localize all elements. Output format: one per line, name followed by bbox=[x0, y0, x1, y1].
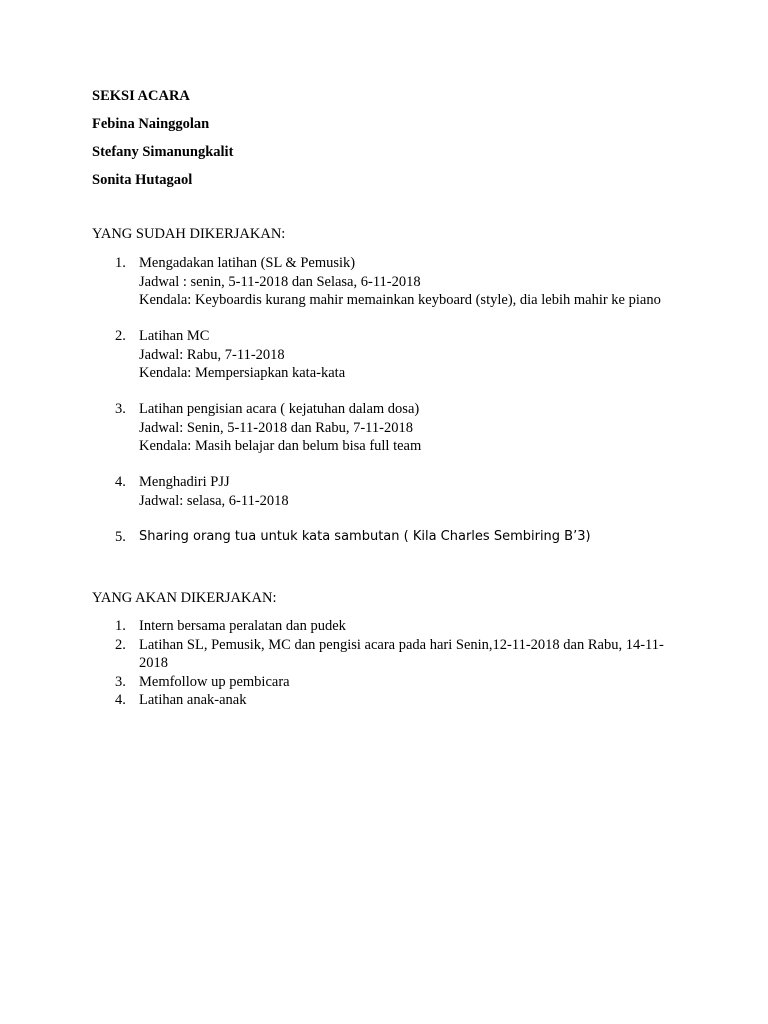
item-obstacle: Kendala: Masih belajar dan belum bisa full team bbox=[139, 438, 422, 454]
section-heading: SEKSI ACARA bbox=[92, 88, 190, 104]
document-header bbox=[92, 87, 692, 199]
list-item bbox=[92, 691, 692, 710]
item-activity: Sharing orang tua untuk kata sambutan ( Kila Charles Sembiring B’3) bbox=[139, 528, 591, 544]
member-name: Sonita Hutagaol bbox=[92, 172, 193, 188]
item-text: Latihan SL, Pemusik, MC dan pengisi acara pada hari Senin,12-11-2018 dan Rabu, 14-11-2018 bbox=[139, 636, 664, 671]
item-schedule: Jadwal: selasa, 6-11-2018 bbox=[139, 492, 289, 509]
list-item bbox=[92, 636, 692, 673]
item-schedule: Jadwal : senin, 5-11-2018 dan Selasa, 6-11-2018 bbox=[139, 273, 421, 290]
item-obstacle: Kendala: Mempersiapkan kata-kata bbox=[139, 365, 346, 381]
item-number: 4. bbox=[115, 474, 126, 490]
list-item bbox=[92, 617, 692, 636]
list-item bbox=[92, 473, 692, 510]
item-number: 2. bbox=[115, 328, 126, 344]
item-schedule: Jadwal: Rabu, 7-11-2018 bbox=[139, 346, 285, 363]
todo-list bbox=[92, 617, 692, 710]
item-number: 2. bbox=[115, 636, 126, 653]
item-text: Intern bersama peralatan dan pudek bbox=[139, 618, 346, 634]
item-obstacle: Kendala: Keyboardis kurang mahir memainkan keyboard (style), dia lebih mahir ke piano bbox=[139, 292, 661, 308]
item-schedule: Jadwal: Senin, 5-11-2018 dan Rabu, 7-11-2018 bbox=[139, 419, 413, 436]
item-number: 5. bbox=[115, 528, 126, 545]
item-number: 1. bbox=[115, 618, 126, 634]
item-activity: Menghadiri PJJ bbox=[139, 474, 230, 490]
list-item bbox=[92, 528, 692, 547]
member-name: Stefany Simanungkalit bbox=[92, 144, 234, 160]
item-activity: Latihan MC bbox=[139, 328, 210, 344]
item-number: 4. bbox=[115, 692, 126, 708]
member-name: Febina Nainggolan bbox=[92, 116, 210, 132]
done-list bbox=[92, 254, 692, 564]
list-item bbox=[92, 673, 692, 692]
item-number: 3. bbox=[115, 401, 126, 417]
list-item bbox=[92, 254, 692, 310]
item-activity: Mengadakan latihan (SL & Pemusik) bbox=[139, 255, 356, 271]
done-section-title: YANG SUDAH DIKERJAKAN: bbox=[92, 226, 286, 242]
item-text: Memfollow up pembicara bbox=[139, 673, 290, 690]
todo-section-title: YANG AKAN DIKERJAKAN: bbox=[92, 590, 277, 606]
list-item bbox=[92, 327, 692, 383]
list-item bbox=[92, 400, 692, 456]
item-activity: Latihan pengisian acara ( kejatuhan dalam dosa) bbox=[139, 401, 420, 417]
item-number: 1. bbox=[115, 255, 126, 271]
item-text: Latihan anak-anak bbox=[139, 692, 247, 708]
item-number: 3. bbox=[115, 673, 126, 690]
